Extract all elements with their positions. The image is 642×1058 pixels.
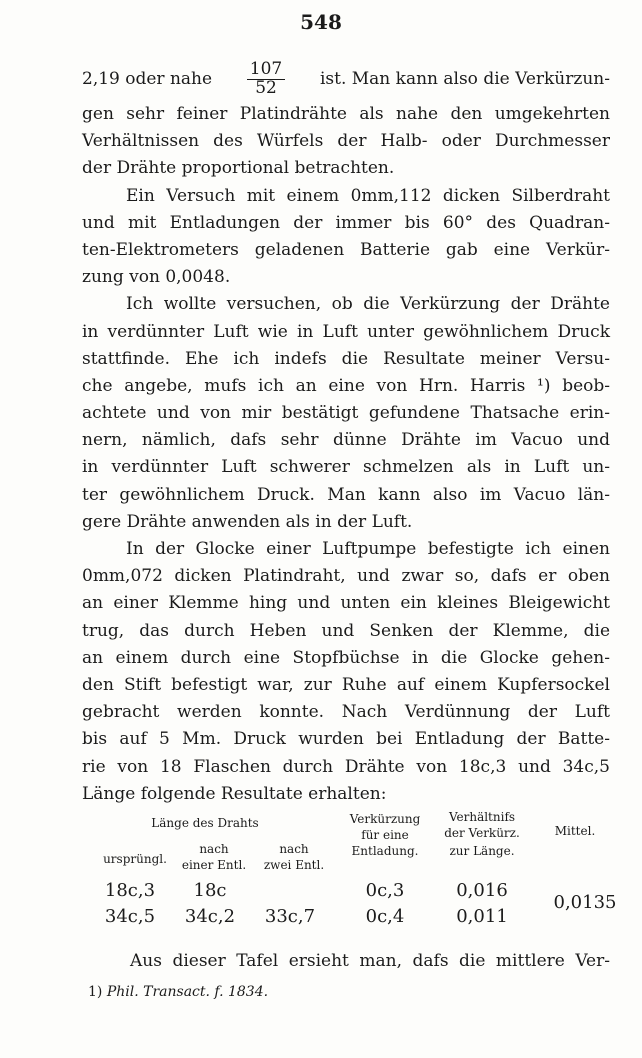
fraction-numerator: 107	[247, 61, 285, 80]
text-line: 0mm,072 dicken Platindraht, und zwar so, dafs er oben	[82, 566, 610, 587]
text-line: rie von 18 Flaschen durch Drähte von 18c,3 und 34c,5	[82, 756, 610, 777]
header-after-one-top: nach	[199, 842, 229, 856]
mean-value: 0,0135	[553, 892, 617, 913]
text-line: in verdünnter Luft wie in Luft unter gewöhnlichem Druck	[82, 321, 610, 342]
row1-original: 18c,3	[104, 880, 156, 901]
text-line: den Stift befestigt war, zur Ruhe auf einem Kupfersockel	[82, 674, 610, 695]
text-line: zung von 0,0048.	[82, 267, 231, 288]
header-shortening-3: Entladung.	[351, 844, 419, 858]
text-line: in verdünnter Luft schwerer schmelzen als in Luft un-	[82, 457, 610, 478]
continuation-line: Aus dieser Tafel ersieht man, dafs die mittlere Ver-	[130, 951, 610, 971]
header-ratio-2: der Verkürz.	[444, 826, 520, 840]
text-line: gebracht werden konnte. Nach Verdünnung der Luft	[82, 702, 610, 723]
first-line	[82, 57, 610, 101]
text-line: ten-Elektrometers geladenen Batterie gab eine Verkür-	[82, 239, 610, 260]
header-ratio-1: Verhältnifs	[448, 810, 516, 824]
paragraph-lines	[82, 101, 610, 808]
first-line-before: 2,19 oder nahe	[82, 69, 213, 89]
body-text	[82, 57, 610, 808]
text-line: stattfinde. Ehe ich indefs die Resultate meiner Versu-	[82, 348, 610, 369]
text-line: nern, nämlich, dafs sehr dünne Drähte im Vacuo und	[82, 430, 610, 451]
text-line: achtete und von mir bestätigt gefundene Thatsache erin-	[82, 403, 610, 424]
text-line: bis auf 5 Mm. Druck wurden bei Entladung der Batte-	[82, 729, 610, 750]
row2-shortening: 0c,4	[365, 906, 405, 927]
text-line: Ich wollte versuchen, ob die Verkürzung der Drähte	[126, 294, 610, 315]
row2-after-one: 34c,2	[184, 906, 236, 927]
header-after-one-bottom: einer Entl.	[181, 858, 247, 872]
text-line: Länge folgende Resultate erhalten:	[82, 783, 387, 804]
row1-after-one: 18c	[193, 880, 227, 901]
footnote-text: Phil. Transact. f. 1834.	[106, 984, 269, 1000]
row1-ratio: 0,016	[456, 880, 508, 901]
fraction-denominator: 52	[255, 77, 277, 98]
header-after-two-top: nach	[279, 842, 309, 856]
header-shortening-1: Verkürzung	[349, 812, 421, 826]
footnote	[88, 984, 268, 1000]
header-length-group: Länge des Drahts	[151, 816, 259, 830]
header-original: ursprüngl.	[103, 852, 167, 866]
page-number: 548	[300, 10, 342, 34]
text-line: Ein Versuch mit einem 0mm,112 dicken Silberdraht	[126, 185, 610, 206]
row1-shortening: 0c,3	[365, 880, 405, 901]
text-line: che angebe, mufs ich an eine von Hrn. Harris ¹) beob-	[82, 375, 610, 396]
text-line: an einer Klemme hing und unten ein kleines Bleigewicht	[82, 593, 610, 614]
row2-after-two: 33c,7	[264, 906, 316, 927]
text-line: und mit Entladungen der immer bis 60° des Quadran-	[82, 212, 610, 233]
text-line: trug, das durch Heben und Senken der Klemme, die	[82, 620, 610, 641]
text-line: In der Glocke einer Luftpumpe befestigte ich einen	[126, 539, 610, 559]
text-line: Verhältnissen des Würfels der Halb- oder Durchmesser	[82, 131, 610, 152]
text-line: gere Drähte anwenden als in der Luft.	[82, 511, 413, 532]
footnote-marker: 1)	[88, 984, 103, 1000]
header-ratio-3: zur Länge.	[449, 844, 515, 858]
header-mean: Mittel.	[554, 824, 596, 838]
text-line: ter gewöhnlichem Druck. Man kann also im Vacuo län-	[82, 484, 610, 505]
fraction	[247, 58, 285, 98]
text-line: gen sehr feiner Platindrähte als nahe den umgekehrten	[82, 104, 610, 124]
text-line: der Drähte proportional betrachten.	[82, 158, 395, 179]
first-line-after: ist. Man kann also die Verkürzun-	[319, 69, 610, 89]
header-shortening-2: für eine	[361, 828, 409, 842]
row2-ratio: 0,011	[456, 906, 508, 927]
header-after-two-bottom: zwei Entl.	[263, 858, 325, 872]
row2-original: 34c,5	[104, 906, 156, 927]
text-line: an einem durch eine Stopfbüchse in die Glocke gehen-	[82, 647, 610, 668]
